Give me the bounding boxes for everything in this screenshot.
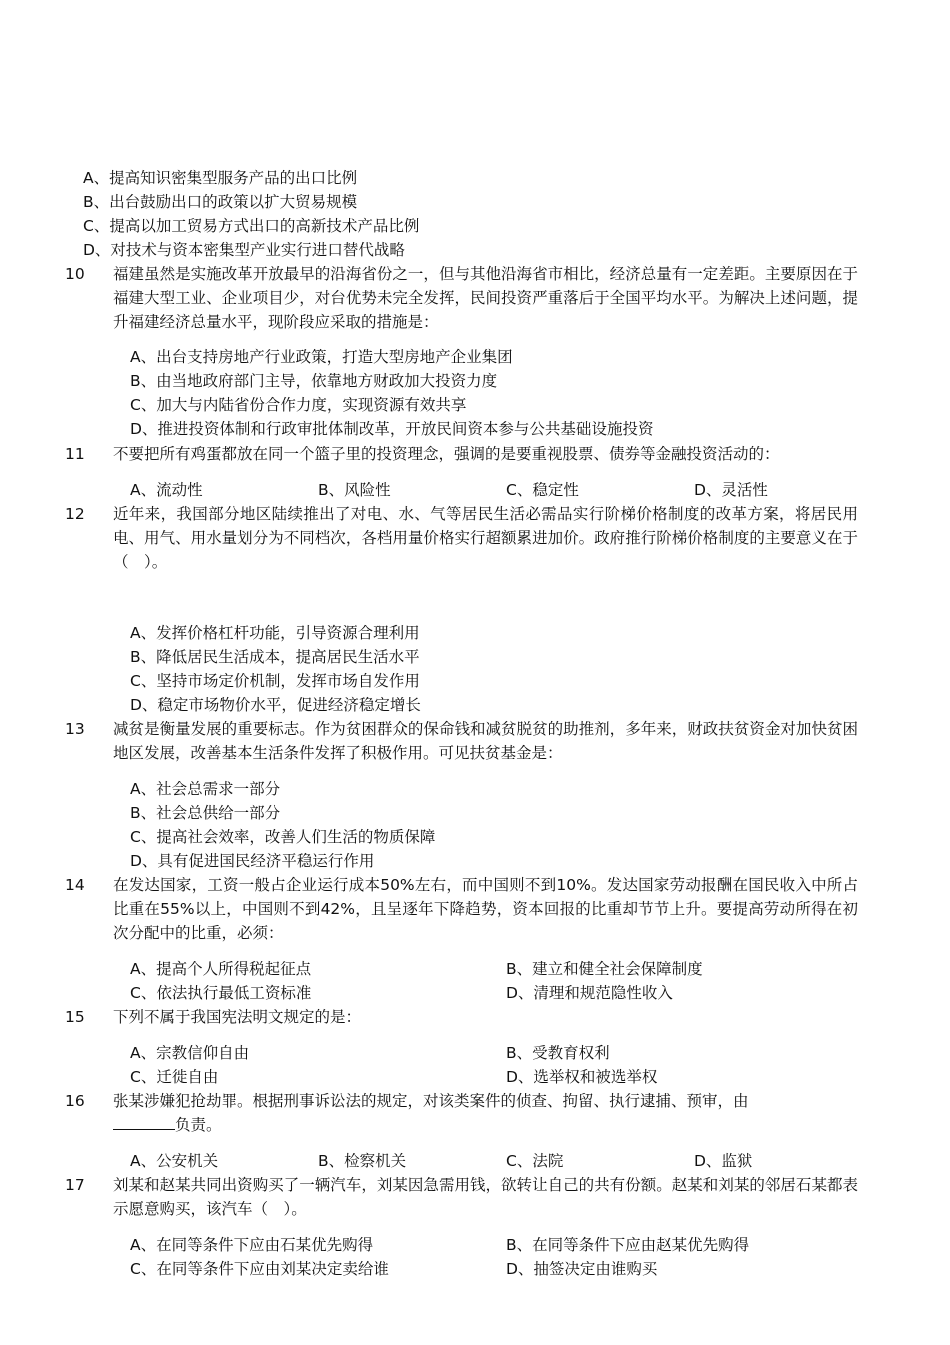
q10-option-b: B、由当地政府部门主导，依靠地方财政加大投资力度 <box>130 372 498 390</box>
q16-stem <box>113 1089 858 1137</box>
q12-option-b: B、降低居民生活成本，提高居民生活水平 <box>130 648 420 666</box>
q14-option-c: C、依法执行最低工资标准 <box>130 984 312 1002</box>
q16-option-d: D、监狱 <box>694 1152 753 1170</box>
q11-stem: 不要把所有鸡蛋都放在同一个篮子里的投资理念，强调的是要重视股票、债券等金融投资活动的： <box>113 445 780 463</box>
q17-option-c: C、在同等条件下应由刘某决定卖给谁 <box>130 1260 389 1278</box>
q14-option-b: B、建立和健全社会保障制度 <box>506 960 703 978</box>
q13-stem: 减贫是衡量发展的重要标志。作为贫困群众的保命钱和减贫脱贫的助推剂，多年来，财政扶贫资金对加快贫困地区发展，改善基本生活条件发挥了积极作用。可见扶贫基金是： <box>113 720 858 762</box>
q14-option-d: D、清理和规范隐性收入 <box>506 984 673 1002</box>
q13-option-a: A、社会总需求一部分 <box>130 780 281 798</box>
q16-option-b: B、检察机关 <box>318 1152 407 1170</box>
q12-number: 12 <box>65 505 85 523</box>
q15-option-d: D、选举权和被选举权 <box>506 1068 658 1086</box>
q13-number: 13 <box>65 720 85 738</box>
q10-stem: 福建虽然是实施改革开放最早的沿海省份之一，但与其他沿海省市相比，经济总量有一定差距。主要原因在于福建大型工业、企业项目少，对台优势未完全发挥，民间投资严重落后于全国平均水平。为解决上述问题，提升福建经济总量水平，现阶段应采取的措施是： <box>113 265 858 331</box>
q10-number: 10 <box>65 265 85 283</box>
q11-number: 11 <box>65 445 85 463</box>
answer-blank <box>113 1115 175 1130</box>
q15-option-b: B、受教育权利 <box>506 1044 610 1062</box>
q17-option-b: B、在同等条件下应由赵某优先购得 <box>506 1236 750 1254</box>
q12-option-d: D、稳定市场物价水平，促进经济稳定增长 <box>130 696 421 714</box>
q10-option-a: A、出台支持房地产行业政策，打造大型房地产企业集团 <box>130 348 513 366</box>
q15-number: 15 <box>65 1008 85 1026</box>
q16-number: 16 <box>65 1092 85 1110</box>
q11-option-d: D、灵活性 <box>694 481 768 499</box>
q10-option-d: D、推进投资体制和行政审批体制改革，开放民间资本参与公共基础设施投资 <box>130 420 654 438</box>
q9-option-a: A、提高知识密集型服务产品的出口比例 <box>83 169 358 187</box>
q9-option-d: D、对技术与资本密集型产业实行进口替代战略 <box>83 241 405 259</box>
q16-option-c: C、法院 <box>506 1152 564 1170</box>
q11-option-b: B、风险性 <box>318 481 391 499</box>
q15-option-a: A、宗教信仰自由 <box>130 1044 250 1062</box>
q12-option-c: C、坚持市场定价机制，发挥市场自发作用 <box>130 672 420 690</box>
q17-option-d: D、抽签决定由谁购买 <box>506 1260 658 1278</box>
q13-option-d: D、具有促进国民经济平稳运行作用 <box>130 852 375 870</box>
q14-stem: 在发达国家，工资一般占企业运行成本50%左右，而中国则不到10%。发达国家劳动报酬在国民收入中所占比重在55%以上，中国则不到42%，且呈逐年下降趋势，资本回报的比重却节节上升。要提高劳动所得在初次分配中的比重，必须： <box>113 876 858 942</box>
q16-stem-suffix: 负责。 <box>175 1116 222 1134</box>
q12-option-a: A、发挥价格杠杆功能，引导资源合理利用 <box>130 624 420 642</box>
q17-stem: 刘某和赵某共同出资购买了一辆汽车，刘某因急需用钱，欲转让自己的共有份额。赵某和刘某的邻居石某都表示愿意购买，该汽车（ ）。 <box>113 1176 858 1218</box>
q11-option-a: A、流动性 <box>130 481 203 499</box>
q16-option-a: A、公安机关 <box>130 1152 219 1170</box>
q10-option-c: C、加大与内陆省份合作力度，实现资源有效共享 <box>130 396 467 414</box>
q15-option-c: C、迁徙自由 <box>130 1068 219 1086</box>
q14-option-a: A、提高个人所得税起征点 <box>130 960 312 978</box>
q9-option-b: B、出台鼓励出口的政策以扩大贸易规模 <box>83 193 358 211</box>
q12-stem: 近年来，我国部分地区陆续推出了对电、水、气等居民生活必需品实行阶梯价格制度的改革方案，将居民用电、用气、用水量划分为不同档次，各档用量价格实行超额累进加价。政府推行阶梯价格制度的主要意义在于（ ）。 <box>113 505 858 571</box>
q15-stem: 下列不属于我国宪法明文规定的是： <box>113 1008 362 1026</box>
q17-option-a: A、在同等条件下应由石某优先购得 <box>130 1236 374 1254</box>
q9-option-c: C、提高以加工贸易方式出口的高新技术产品比例 <box>83 217 420 235</box>
q13-option-b: B、社会总供给一部分 <box>130 804 281 822</box>
q14-number: 14 <box>65 876 85 894</box>
q16-stem-text: 张某涉嫌犯抢劫罪。根据刑事诉讼法的规定，对该类案件的侦查、拘留、执行逮捕、预审，由 <box>113 1092 749 1110</box>
q13-option-c: C、提高社会效率，改善人们生活的物质保障 <box>130 828 436 846</box>
q11-option-c: C、稳定性 <box>506 481 579 499</box>
q17-number: 17 <box>65 1176 85 1194</box>
